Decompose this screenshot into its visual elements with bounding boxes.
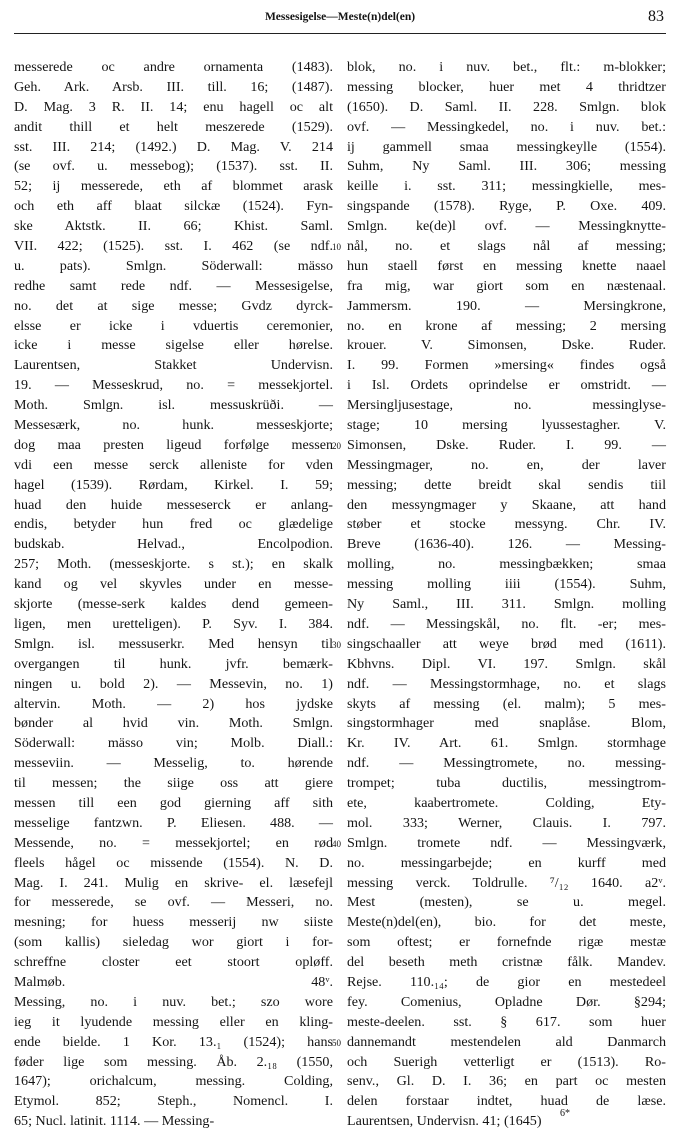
text-line: no. en krone af messing; 2 mersing [347,317,666,334]
text-line: singschaaller att weye brød med (1611). [347,635,666,652]
text-line: 257; Moth. (messeskjorte. s st.); en skalk [14,556,333,573]
text-line: dannemandt mestendelen ald Danmarch [347,1033,666,1050]
text-line: ndf. — Messingskål, no. flt. -er; mes- [347,615,666,632]
text-line: messing; dette breidt skal sendis tiil [347,476,666,493]
text-line: D. Mag. 3 R. II. 14; enu hagell oc alt [14,98,333,115]
text-line: ij gammell smaa messingkeylle (1554). [347,138,666,155]
text-line: hun staell først en messing knette naael [347,257,666,274]
text-line: och Suerigh vetterligt er (1513). Ro- [347,1053,666,1070]
text-line: Breve (1636-40). 126. — Messing- [347,536,666,553]
text-line: (1650). D. Saml. II. 228. Smlgn. blok [347,98,666,115]
text-line: messing molling iiii (1554). Suhm, [347,576,666,593]
text-line: senv., Gl. D. I. 36; en part oc mesten [347,1073,666,1090]
text-line: sst. III. 214; (1492.) D. Mag. V. 214 [14,138,333,155]
text-line: messerede oc andre ornamenta (1483). [14,59,333,75]
text-line: Messing, no. i nuv. bet.; szo wore [14,993,333,1010]
text-line: Smlgn. tromete ndf. — Messingværk, [347,834,666,851]
text-line: skjorte (messe-serk kaldes dend gemeen- [14,596,333,613]
text-line: messeviin. — Messelig, to. hørende [14,755,333,772]
text-line: u. pats). Smlgn. Söderwall: mässo [14,257,333,274]
text-line: mol. 333; Werner, Clauis. I. 797. [347,814,666,831]
line-number: 40 [332,839,341,850]
text-line: keille i. sst. 311; messingkielle, mes- [347,178,666,195]
text-line: Geh. Ark. Arsb. III. till. 16; (1487). [14,78,333,95]
text-line: och eth aff blaat silckæ (1524). Fyn- [14,198,333,215]
text-line: Laurentsen, Stakket Undervisn. [14,357,333,374]
text-line: redhe samt rede ndf. — Messesigelse, [14,277,333,294]
text-line: krouer. V. Simonsen, Dske. Ruder. [347,337,666,354]
text-line: Messende, no. = messekjortel; en rød [14,834,333,851]
text-line: I. 99. Formen »mersing« findes også [347,357,666,374]
text-line: ende bielde. 1 Kor. 13.₁ (1524); hans [14,1033,333,1050]
text-line: stage; 10 mersing lyussestagher. V. [347,417,666,434]
text-line: hagel (1539). Rørdam, Kirkel. I. 59; [14,476,333,493]
text-line: skyts af messing (el. malm); 5 mes- [347,695,666,712]
text-line: til messen; the siige oss att giere [14,775,333,792]
text-line: 19. — Messeskrud, no. = messekjortel. [14,377,333,394]
text-line: Laurentsen, Undervisn. 41; (1645) [347,1113,542,1130]
text-line: trompet; tuba ductilis, messingtrom- [347,775,666,792]
text-line: schreffne closter eet stoort opløff. [14,954,333,971]
text-line: Malmøb. 48ᵛ. [14,973,333,990]
text-line: fey. Comenius, Opladne Dør. §294; [347,993,666,1010]
text-line: Mersingljusestage, no. messinglyse- [347,397,666,414]
text-line: Rejse. 110.₁₄; de gior en mestedeel [347,973,666,990]
text-line: fra mig, war giort som en næstenaal. [347,277,666,294]
text-line: Smlgn. isl. messuserkr. Med hensyn til [14,635,333,652]
text-line: molling, no. messingbækken; smaa [347,556,666,573]
running-title: Messesigelse—Meste(n)del(en) [264,11,416,23]
text-line: singspande (1578). Ryge, P. Oxe. 409. [347,198,666,215]
text-line: vdi een messe serck alleniste for vden [14,456,333,473]
page-number: 83 [648,8,664,25]
line-number: 10 [332,242,341,253]
text-line: bønder al hvid vin. Moth. Smlgn. [14,715,333,732]
text-line: 1647); orichalcum, messing. Colding, [14,1073,333,1090]
left-column [14,58,333,1132]
text-line: føder lige som messing. Åb. 2.₁₈ (1550, [14,1053,333,1070]
text-line: Mest (mesten), se u. megel. [347,894,666,911]
text-line: VII. 422; (1525). sst. I. 462 (se ndf. [14,238,333,255]
text-line: Messingmager, no. en, der laver [347,456,666,473]
text-line: Simonsen, Dske. Ruder. I. 99. — [347,436,666,453]
header-rule [14,33,666,34]
text-line: 52; ij messerede, eth af blommet arask [14,178,333,195]
line-number: 30 [332,640,341,651]
text-line: overgangen til hunk. jvfr. bemærk- [14,655,333,672]
text-line: icke i messe sigelse eller hørelse. [14,337,333,354]
text-line: huad den huide messeserck er anlang- [14,496,333,513]
text-line: Etymol. 852; Steph., Nomencl. I. [14,1093,333,1110]
text-line: ndf. — Messingstormhage, no. et slags [347,675,666,692]
text-line: for messerede, se ovf. — Messeri, no. [14,894,333,911]
text-line: Kr. IV. Art. 61. Smlgn. stormhage [347,735,666,752]
text-line: andit thill et helt meszerede (1529). [14,118,333,135]
text-line: ligen, men uretteligen). P. Syv. I. 384. [14,615,333,632]
text-line: 65; Nucl. latinit. 1114. — Messing- [14,1113,215,1130]
page-header [14,8,666,30]
text-line: messelige fantzwn. P. Eliesen. 488. — [14,814,333,831]
text-line: Meste(n)del(en), bio. for det meste, [347,914,666,931]
text-line: no. messingarbejde; en kurff med [347,854,666,871]
text-line: ovf. — Messingkedel, no. i nuv. bet.: [347,118,666,135]
text-line: ningen u. bold 2). — Messevin, no. 1) [14,675,333,692]
text-line: Smlgn. ke(de)l ovf. — Messingknytte- [347,218,666,235]
text-line: i Isl. Ordets oprindelse er omstridt. — [347,377,666,394]
text-line: messing verck. Toldrulle. ⁷/₁₂ 1640. a2ᵛ. [347,874,666,891]
text-line: Suhm, Ny Saml. III. 306; messing [347,158,666,175]
text-line: messen till een god gierning aff sith [14,794,333,811]
text-line: dog maa presten ligeud forfølge messen [14,436,333,453]
text-line: ete, kaabertromete. Colding, Ety- [347,794,666,811]
text-line: blok, no. i nuv. bet., flt.: m-blokker; [347,59,666,75]
text-line: ieg it lyudende messing eller en kling- [14,1013,333,1030]
text-line: singstormhager med snaplåse. Blom, [347,715,666,732]
text-line: messing blocker, huer met 4 thridtzer [347,78,666,95]
text-line: støber et stocke messyng. Chr. IV. [347,516,666,533]
text-line: endis, betyder hun fred oc glædelige [14,516,333,533]
signature-mark: 6* [560,1108,570,1119]
text-line: no. det at sige messe; Gvdz dyrck- [14,297,333,314]
text-line: fleels hågel oc missende (1554). N. D. [14,854,333,871]
text-line: den messyngmager y Skaane, att hand [347,496,666,513]
text-line: budskab. Helvad., Encolpodion. [14,536,333,553]
line-number: 20 [332,441,341,452]
text-line: Jammersm. 190. — Mersingkrone, [347,297,666,314]
text-line: altervin. Moth. — 2) hos jydske [14,695,333,712]
text-line: nål, no. et slags nål af messing; [347,238,666,255]
text-line: Mag. I. 241. Mulig en skrive- el. læsefejl [14,874,333,891]
text-line: delen forstaar indtet, huad de læse. [347,1093,666,1110]
text-line: Moth. Smlgn. isl. messuskrüði. — [14,397,333,414]
text-line: elsse er icke i vduertis ceremonier, [14,317,333,334]
text-line: ske Aktstk. II. 66; Khist. Saml. [14,218,333,235]
text-line: (som kallis) sieledag wor giort i for- [14,934,333,951]
text-line: Messesærk, no. hunk. messeskjorte; [14,417,333,434]
text-line: Kbhvns. Dipl. VI. 197. Smlgn. skål [347,655,666,672]
text-line: Ny Saml., III. 311. Smlgn. molling [347,596,666,613]
text-line: som oftest; er fornefnde rigæ mestæ [347,934,666,951]
right-column [347,58,666,1132]
text-line: kand og vel skyvles under en messe- [14,576,333,593]
text-line: ndf. — Messingtromete, no. messing- [347,755,666,772]
text-line: mesning; for huess messerij nw siiste [14,914,333,931]
text-line: (se ovf. u. messebog); (1537). sst. II. [14,158,333,175]
line-number: 50 [332,1038,341,1049]
text-line: del beseth meth cristnæ fålk. Mandev. [347,954,666,971]
text-line: meste-deelen. sst. § 617. som huer [347,1013,666,1030]
text-line: Söderwall: mässo vin; Molb. Diall.: [14,735,333,752]
